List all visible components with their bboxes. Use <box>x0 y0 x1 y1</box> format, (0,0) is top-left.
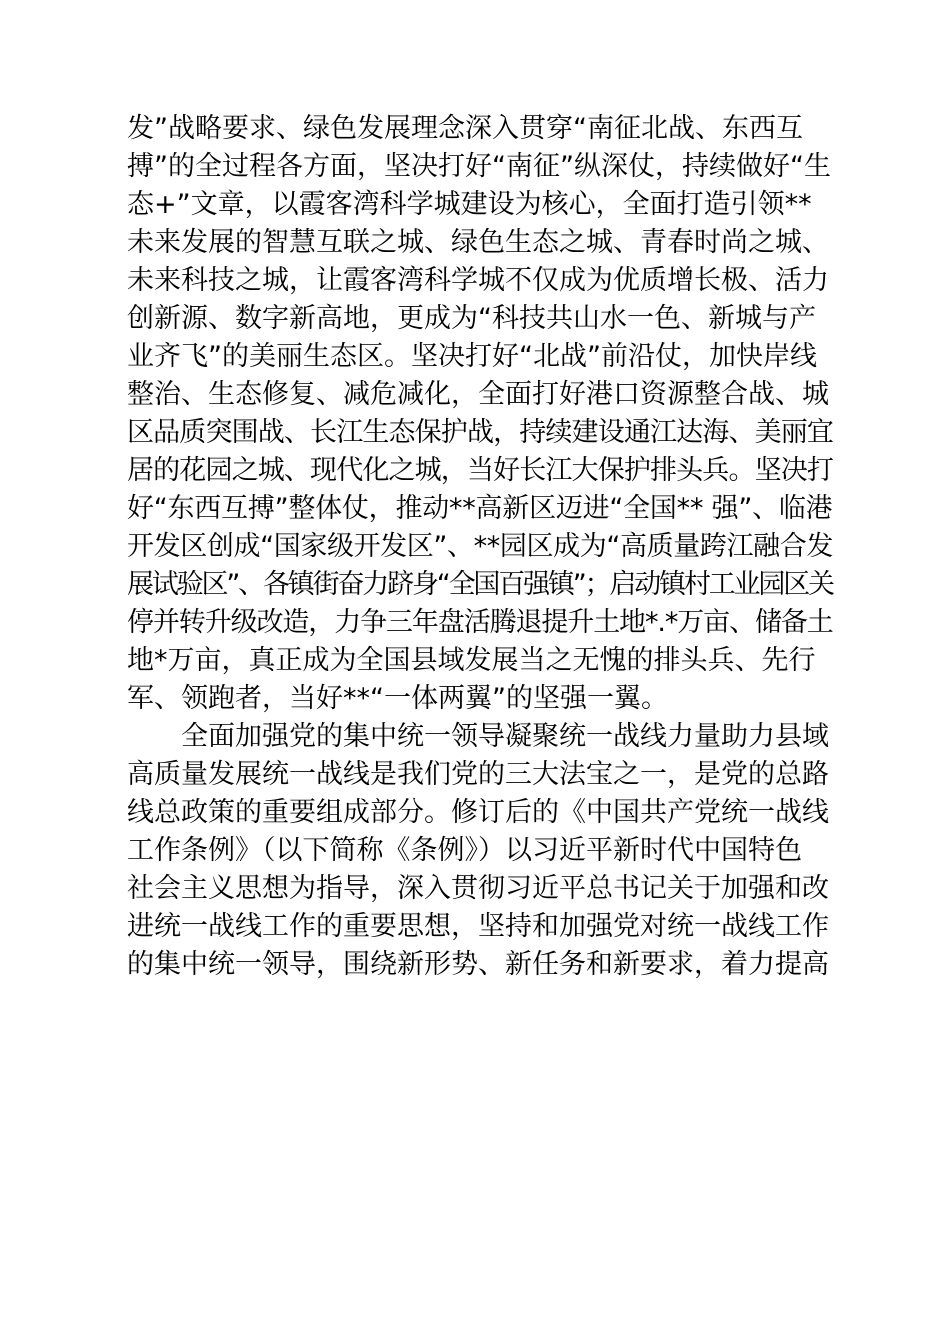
text-line: 地*万亩，真正成为全国县域发展当之无愧的排头兵、先行 <box>127 645 816 676</box>
text-line: 展试验区”、各镇街奋力跻身“全国百强镇”；启动镇村工业园区关 <box>127 569 833 600</box>
text-line: 军、领跑者，当好**“一体两翼”的坚强一翼。 <box>127 683 668 714</box>
text-line: 创新源、数字新高地，更成为“科技共山水一色、新城与产 <box>127 303 816 334</box>
text-line: 开发区创成“国家级开发区”、**园区成为“高质量跨江融合发 <box>127 531 833 562</box>
text-line: 进统一战线工作的重要思想，坚持和加强党对统一战线工作 <box>127 911 829 942</box>
text-line: 未来发展的智慧互联之城、绿色生态之城、青春时尚之城、 <box>127 227 829 258</box>
text-line: 好“东西互搏”整体仗，推动**高新区迈进“全国** 强”、临港 <box>127 493 833 524</box>
text-line: 居的花园之城、现代化之城，当好长江大保护排头兵。坚决打 <box>127 455 834 486</box>
text-line: 整治、生态修复、减危减化，全面打好港口资源整合战、城 <box>127 379 829 410</box>
text-line: 业齐飞”的美丽生态区。坚决打好“北战”前沿仗，加快岸线 <box>127 341 817 372</box>
text-line: 线总政策的重要组成部分。修订后的《中国共产党统一战线 <box>127 797 829 828</box>
text-line: 社会主义思想为指导，深入贯彻习近平总书记关于加强和改 <box>127 873 829 904</box>
text-line: 工作条例》（以下简称《条例》）以习近平新时代中国特色 <box>127 835 802 866</box>
text-line: 未来科技之城，让霞客湾科学城不仅成为优质增长极、活力 <box>127 265 829 296</box>
text-line: 搏”的全过程各方面，坚决打好“南征”纵深仗，持续做好“生 <box>127 151 831 182</box>
text-line: 的集中统一领导，围绕新形势、新任务和新要求，着力提高 <box>127 949 829 980</box>
text-line: 态+”文章，以霞客湾科学城建设为核心，全面打造引领** <box>127 189 812 220</box>
text-line: 发”战略要求、绿色发展理念深入贯穿“南征北战、东西互 <box>127 113 803 144</box>
text-line: 高质量发展统一战线是我们党的三大法宝之一，是党的总路 <box>127 759 829 790</box>
text-line: 停并转升级改造，力争三年盘活腾退提升土地*.*万亩、储备土 <box>127 607 833 638</box>
text-line: 区品质突围战、长江生态保护战，持续建设通江达海、美丽宜 <box>127 417 834 448</box>
text-line: 全面加强党的集中统一领导凝聚统一战线力量助力县域 <box>181 721 829 752</box>
body-text <box>127 110 833 984</box>
